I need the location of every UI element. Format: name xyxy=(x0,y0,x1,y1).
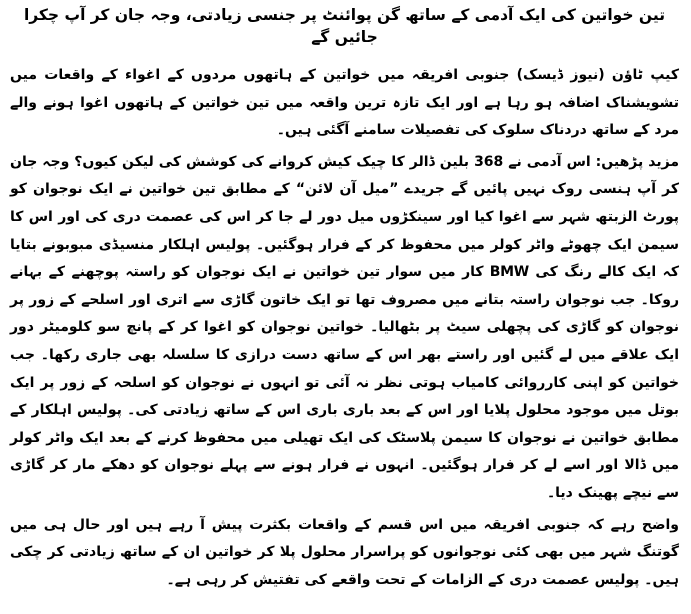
article-closing-paragraph: واضح رہے کہ جنوبی افریقہ میں اس قسم کے واقعات بکثرت پیش آ رہے ہیں اور حال ہی میں گوتنگ شہر میں بھی کئی نوجوانوں کو پراسرار محلول پلا کر خواتین ان کے ساتھ زیادتی کر چکی ہیں۔ پولیس عصمت دری کے الزامات کے تحت واقعے کی تفتیش کر رہی ہے۔ xyxy=(10,516,679,588)
article-headline: تین خواتین کی ایک آدمی کے ساتھ گن پوائنٹ پر جنسی زیادتی، وجہ جان کر آپ چکرا جائیں گے xyxy=(23,6,666,46)
article-lead-paragraph: کیپ ٹاؤن (نیوز ڈیسک) جنوبی افریقہ میں خواتین کے ہاتھوں مردوں کے اغواء کے واقعات میں تشویشناک اضافہ ہو رہا ہے اور ایک تازہ ترین واقعہ میں تین خواتین کے ہاتھوں اغوا ہونے والے مرد کے ساتھ دردناک سلوک کی تفصیلات سامنے آگئی ہیں۔ xyxy=(10,67,679,139)
news-article xyxy=(0,4,691,614)
article-body-paragraph: مزید پڑھیں: اس آدمی نے 368 بلین ڈالر کا چیک کیش کروانے کی کوشش کی لیکن کیوں؟ وجہ جان کر آپ ہنسی روک نہیں پائیں گے جریدے ”میل آن لائن“ کے مطابق تین خواتین نے ایک نوجوان کو پورٹ الزبتھ شہر سے اغوا کیا اور سینکڑوں میل دور لے جا کر اس کی عصمت دری کی اور اس کا سیمن ایک چھوٹے واٹر کولر میں محفوظ کر کے فرار ہوگئیں۔ پولیس اہلکار منسیڈی مبوبونے بتایا کہ ایک کالے رنگ کی BMW کار میں سوار تین خواتین نے ایک نوجوان کو راستہ پوچھنے کے بہانے روکا۔ جب نوجوان راستہ بتانے میں مصروف تھا تو ایک خاتون گاڑی سے اتری اور اسلحے کے زور پر نوجوان کو گاڑی کی پچھلی سیٹ پر بٹھالیا۔ خواتین نوجوان کو اغوا کر کے پانچ سو کلومیٹر دور ایک علاقے میں لے گئیں اور راستے بھر اس کے ساتھ دست درازی کا سلسلہ بھی جاری رکھا۔ جب خواتین کو اپنی کارروائی کامیاب ہوتی نظر نہ آئی تو انہوں نے نوجوان کو اسلحہ کے زور پر ایک بوتل میں موجود محلول پلایا اور اس کے بعد باری باری اس کے ساتھ زیادتی کی۔ پولیس اہلکار کے مطابق خواتین نے نوجوان کا سیمن پلاسٹک کی ایک تھیلی میں محفوظ کرنے کے بعد ایک واٹر کولر میں ڈالا اور اسے لے کر فرار ہوگئیں۔ انہوں نے فرار ہونے سے پہلے نوجوان کو دھکے مار کر گاڑی سے نیچے پھینک دیا۔ xyxy=(10,153,680,501)
